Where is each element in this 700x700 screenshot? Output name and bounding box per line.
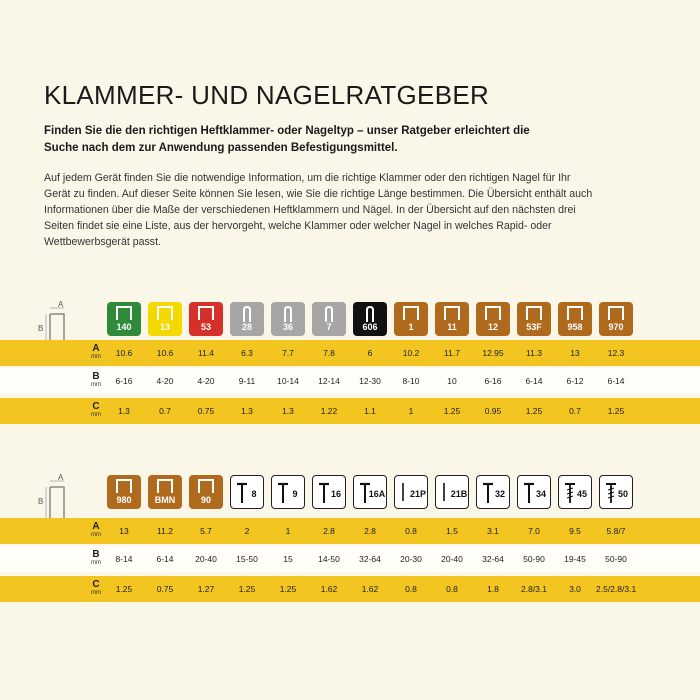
nail-badge-row [105,475,665,511]
table-cell: 6-14 [525,376,543,386]
badge-number: 980 [116,495,132,505]
badge-9 [271,475,305,509]
badge-32 [476,475,510,509]
table-cell: 2.8 [323,526,335,536]
table-cell: 50-90 [605,554,627,564]
row-a [0,340,700,366]
table-cell: 1.3 [241,406,253,416]
table-cell: 1.27 [197,584,215,594]
table-cell: 12.3 [607,348,625,358]
table-cell: 12-14 [318,376,340,386]
table-cell: 10-14 [277,376,299,386]
table-cell: 12.95 [482,348,504,358]
row-c [0,576,700,602]
legend-a: A [58,473,64,482]
table-cell: 11.4 [198,348,214,358]
table-cell: 2 [244,526,250,536]
table-cell: 1.25 [443,406,461,416]
badge-7 [312,302,346,336]
table-cell: 10.6 [156,348,174,358]
badge-number: 11 [447,322,457,332]
table-cell: 14-50 [318,554,340,564]
table-cell: 0.7 [569,406,581,416]
table-cell: 6.3 [241,348,253,358]
table-cell: 2.5/2.8/3.1 [596,584,637,594]
table-cell: 2.8 [364,526,376,536]
row-a [0,518,700,544]
table-cell: 2.8/3.1 [521,584,547,594]
badge-number: 7 [326,322,332,332]
table-cell: 1.25 [115,584,133,594]
badge-16 [312,475,346,509]
table-cell: 1.25 [279,584,297,594]
table-cell: 1 [285,526,291,536]
badge-number: 8 [251,489,257,499]
table-cell: 4-20 [156,376,174,386]
badge-90 [189,475,223,509]
staple-badge-row [105,302,665,338]
badge-980 [107,475,141,509]
table-cell: 6-12 [566,376,584,386]
table-cell: 13 [570,348,580,358]
table-cell: 1.3 [282,406,294,416]
table-cell: 15-50 [236,554,258,564]
table-cell: 0.8 [405,526,417,536]
table-cell: 13 [119,526,129,536]
badge-number: 28 [241,322,252,332]
badge-number: 34 [535,489,546,499]
table-cell: 1 [408,406,414,416]
row-b [0,546,700,572]
row-b [0,368,700,394]
row-label-b: B mm [91,549,101,566]
row-label-c: C mm [91,579,101,596]
table-cell: 4-20 [197,376,215,386]
badge-number: 13 [159,322,170,332]
badge-number: 50 [617,489,628,499]
badge-36 [271,302,305,336]
table-cell: 3.1 [487,526,499,536]
badge-number: 21B [450,489,468,499]
table-cell: 1.62 [361,584,379,594]
row-c [0,398,700,424]
table-cell: 9-11 [238,376,256,386]
row-label-c: C mm [91,401,101,418]
row-label-a: A mm [91,343,101,360]
badge-53f [517,302,551,336]
lead-paragraph: Finden Sie die den richtigen Heftklammer- oder Nageltyp – unser Ratgeber erleichtert die Suche nach dem zur Anwendung passenden Befestigungsmittel. [44,125,530,154]
legend-a: A [58,300,64,309]
table-cell: 20-40 [195,554,217,564]
badge-1 [394,302,428,336]
badge-number: 32 [494,489,505,499]
table-cell: 0.8 [446,584,458,594]
pin-icon [440,482,448,507]
table-cell: 7.8 [323,348,335,358]
badge-number: 140 [116,322,132,332]
badge-number: 45 [576,489,587,499]
table-cell: 0.75 [197,406,215,416]
badge-number: 958 [567,322,583,332]
table-cell: 7.7 [282,348,294,358]
badge-number: 53 [200,322,211,332]
page-title: KLAMMER- UND NAGELRATGEBER [44,80,490,110]
table-cell: 6-14 [607,376,625,386]
table-cell: 20-30 [400,554,422,564]
badge-13 [148,302,182,336]
badge-number: 16 [330,489,341,499]
badge-number: BMN [154,495,176,505]
table-cell: 1.3 [118,406,130,416]
table-cell: 1.22 [320,406,338,416]
badge-16a [353,475,387,509]
table-cell: 8-14 [115,554,133,564]
table-cell: 9.5 [569,526,581,536]
legend-b: B [38,497,44,506]
badge-12 [476,302,510,336]
table-cell: 12-30 [359,376,381,386]
badge-number: 90 [200,495,211,505]
badge-bmn [148,475,182,509]
pin-icon [399,482,407,507]
badge-number: 16A [368,489,386,499]
legend-b: B [38,324,44,333]
badge-50 [599,475,633,509]
table-cell: 19-45 [564,554,586,564]
table-cell: 1.62 [320,584,338,594]
table-cell: 8-10 [402,376,420,386]
table-cell: 1.25 [525,406,543,416]
row-label-a: A mm [91,521,101,538]
table-cell: 6-16 [115,376,133,386]
badge-34 [517,475,551,509]
table-cell: 0.75 [156,584,174,594]
table-cell: 6 [367,348,373,358]
badge-number: 970 [608,322,624,332]
table-cell: 15 [283,554,293,564]
table-cell: 1.8 [487,584,499,594]
badge-number: 12 [487,322,498,332]
body-paragraph: Auf jedem Gerät finden Sie die notwendige Information, um die richtige Klammer oder den richtigen Nagel für Ihr Gerät zu finden. Auf dieser Seite können Sie lesen, wie Sie die richtige Länge bestimmen. Die Übersicht enthält auch Informationen über die Maße der verschiedenen Heftklammern und Nägel. In der Übersicht auf den nächsten drei Seiten findet sie eine Liste, aus der hervorgeht, welche Klammer oder welcher Nagel in welches Rapid- oder Wettbewerbsgerät passt. [44,172,593,248]
table-cell: 1.5 [446,526,458,536]
badge-45 [558,475,592,509]
badge-970 [599,302,633,336]
badge-140 [107,302,141,336]
table-cell: 6-16 [484,376,502,386]
row-label-b: B mm [91,371,101,388]
badge-28 [230,302,264,336]
badge-11 [435,302,469,336]
table-cell: 20-40 [441,554,463,564]
badge-number: 1 [408,322,414,332]
table-cell: 0.8 [405,584,417,594]
table-cell: 5.8/7 [606,526,626,536]
badge-606 [353,302,387,336]
table-cell: 50-90 [523,554,545,564]
table-cell: 1.25 [607,406,625,416]
badge-number: 36 [282,322,293,332]
table-cell: 11.7 [444,348,460,358]
table-cell: 11.3 [526,348,542,358]
table-cell: 3.0 [569,584,581,594]
badge-53 [189,302,223,336]
badge-958 [558,302,592,336]
badge-number: 21P [409,489,426,499]
table-cell: 32-64 [359,554,381,564]
table-cell: 10 [447,376,457,386]
table-cell: 0.7 [159,406,171,416]
table-cell: 0.95 [484,406,502,416]
table-cell: 11.2 [157,526,173,536]
table-cell: 6-14 [156,554,174,564]
table-cell: 5.7 [200,526,212,536]
badge-number: 9 [292,489,298,499]
table-cell: 10.2 [402,348,420,358]
badge-21b [435,475,469,509]
table-cell: 32-64 [482,554,504,564]
badge-21p [394,475,428,509]
table-cell: 7.0 [528,526,540,536]
table-cell: 1.25 [238,584,256,594]
table-cell: 1.1 [364,406,376,416]
badge-number: 606 [362,322,378,332]
table-cell: 10.6 [115,348,133,358]
badge-number: 53F [526,322,542,332]
badge-8 [230,475,264,509]
